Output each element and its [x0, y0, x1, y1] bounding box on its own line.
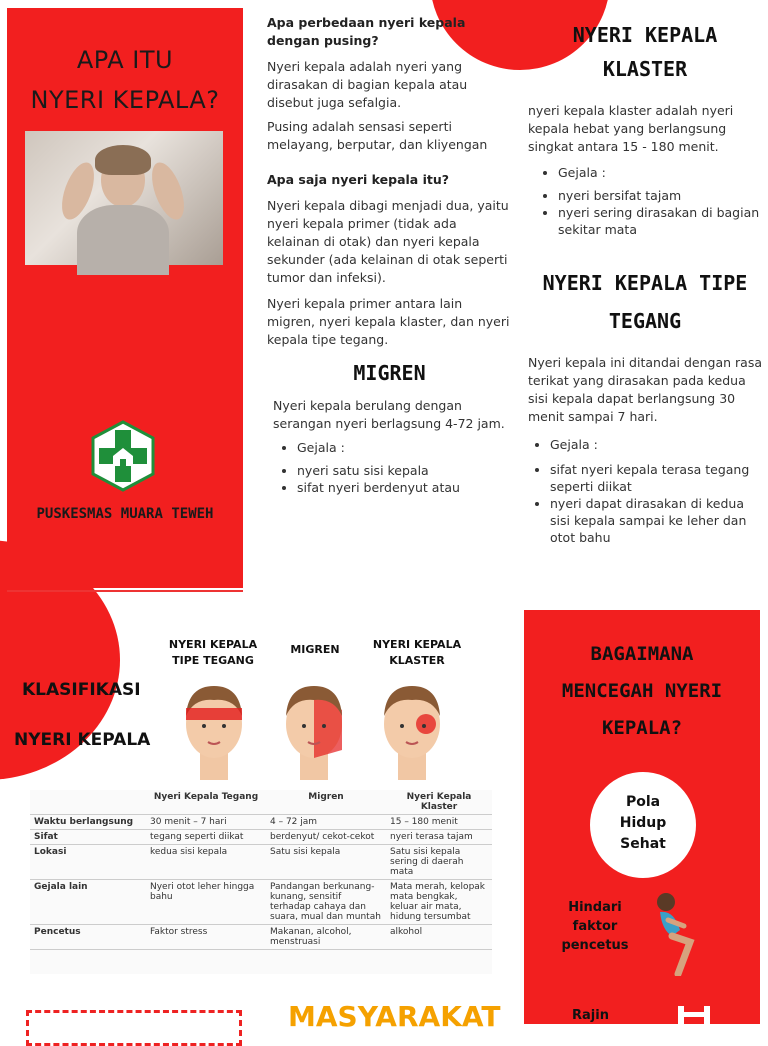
prevention-title: [524, 636, 760, 747]
table-cell: tegang seperti diikat: [146, 830, 266, 845]
cover-title-line2: NYERI KEPALA?: [30, 86, 220, 114]
tegang-heading-line1: NYERI KEPALA TIPE: [542, 271, 748, 295]
tegang-bullets: [528, 436, 762, 546]
cover-title-line1: APA ITU: [76, 46, 174, 74]
list-item: • sifat nyeri berdenyut atau: [297, 479, 512, 496]
klasifikasi-line1: KLASIFIKASI: [22, 680, 141, 700]
klaster-heading: [528, 18, 762, 86]
list-item: • Gejala :: [297, 439, 512, 456]
masyarakat-heading: MASYARAKAT: [288, 1000, 501, 1033]
klaster-text: nyeri kepala klaster adalah nyeri kepala hebat yang berlangsung singkat antara 15 - 180 menit.: [528, 103, 734, 154]
stressed-person-icon: [650, 890, 700, 976]
table-row: [30, 880, 492, 925]
tegang-text: Nyeri kepala ini ditandai dengan rasa terikat yang dirasakan pada kedua sisi kepala dapat berlangsung 30 menit sampai 7 hari.: [528, 355, 762, 424]
cover-title: [7, 40, 243, 120]
circle-text-line: Pola: [625, 794, 661, 810]
table-cell: Waktu berlangsung: [30, 815, 146, 830]
face-label-klaster: [362, 637, 472, 669]
avoid-text-line: faktor: [572, 919, 618, 934]
question-2: Apa saja nyeri kepala itu?: [267, 172, 450, 187]
tegang-heading-line2: TEGANG: [608, 309, 682, 333]
classification-table: [30, 790, 492, 950]
table-cell: 15 – 180 menit: [386, 815, 492, 830]
prevention-title-line: KEPALA?: [601, 717, 683, 739]
klaster-heading-line1: NYERI KEPALA: [572, 23, 718, 47]
face-label-line: NYERI KEPALA: [168, 638, 258, 651]
migren-bullets: [267, 439, 512, 496]
table-row: [30, 815, 492, 830]
klaster-bullets: [528, 164, 762, 238]
table-cell: nyeri terasa tajam: [386, 830, 492, 845]
migren-heading: MIGREN: [353, 361, 426, 385]
table-cell: berdenyut/ cekot-cekot: [266, 830, 386, 845]
table-row: [30, 845, 492, 880]
table-header: [30, 790, 146, 815]
table-cell: Nyeri otot leher hingga bahu: [146, 880, 266, 925]
prevention-title-line: BAGAIMANA: [590, 643, 694, 665]
table-row: [30, 925, 492, 950]
table-cell: Makanan, alcohol, menstruasi: [266, 925, 386, 950]
table-header: Nyeri Kepala Tegang: [146, 790, 266, 815]
table-cell: Mata merah, kelopak mata bengkak, keluar air mata, hidung tersumbat: [386, 880, 492, 925]
avoid-text-line: pencetus: [561, 938, 629, 953]
list-item: • nyeri bersifat tajam: [558, 187, 762, 204]
face-klaster-icon: [376, 680, 448, 780]
list-item: • nyeri sering dirasakan di bagian sekitar mata: [558, 204, 762, 238]
face-label-tegang: [164, 637, 262, 669]
migren-text: Nyeri kepala berulang dengan serangan nyeri berlagsung 4-72 jam.: [273, 398, 505, 431]
tegang-heading: [528, 264, 762, 340]
avoid-triggers-text: [558, 898, 632, 955]
table-header-row: [30, 790, 492, 815]
avoid-text-line: Hindari: [568, 900, 622, 915]
list-item: • nyeri satu sisi kepala: [297, 462, 512, 479]
table-cell: Pencetus: [30, 925, 146, 950]
paragraph-pusing: Pusing adalah sensasi seperti melayang, berputar, dan kliyengan: [267, 119, 488, 152]
rajin-text: Rajin: [572, 1008, 609, 1023]
divider: [7, 590, 243, 592]
circle-text-line: Hidup: [619, 815, 667, 831]
dumbbell-icon: [674, 1000, 714, 1024]
info-column: [267, 14, 512, 496]
table-cell: Lokasi: [30, 845, 146, 880]
paragraph-types: Nyeri kepala dibagi menjadi dua, yaitu nyeri kepala primer (tidak ada kelainan di otak) dan nyeri kepala sekunder (ada kelainan di otak seperti tumor dan infeksi).: [267, 198, 509, 285]
list-item: • Gejala :: [550, 436, 762, 453]
klasifikasi-line2: NYERI KEPALA: [14, 730, 151, 750]
prevention-panel: [524, 610, 760, 1024]
face-label-line: TIPE TEGANG: [172, 654, 254, 667]
table-header: Nyeri Kepala Klaster: [386, 790, 492, 815]
table-row: [30, 830, 492, 845]
classification-table-wrapper: [30, 790, 492, 974]
table-cell: Pandangan berkunang-kunang, sensitif terhadap cahaya dan suara, mual dan muntah: [266, 880, 386, 925]
paragraph-primary: Nyeri kepala primer antara lain migren, nyeri kepala klaster, dan nyeri kepala tipe tegang.: [267, 296, 510, 347]
table-cell: Faktor stress: [146, 925, 266, 950]
face-migren-icon: [278, 680, 350, 780]
list-item: • sifat nyeri kepala terasa tegang seperti diikat: [550, 461, 762, 495]
info-column-right: [528, 18, 762, 546]
list-item: • Gejala :: [558, 164, 762, 181]
table-cell: 30 menit – 7 hari: [146, 815, 266, 830]
table-cell: Satu sisi kepala sering di daerah mata: [386, 845, 492, 880]
table-header: Migren: [266, 790, 386, 815]
table-cell: Satu sisi kepala: [266, 845, 386, 880]
question-1: Apa perbedaan nyeri kepala dengan pusing?: [267, 15, 466, 48]
klaster-heading-line2: KLASTER: [602, 57, 688, 81]
circle-text-line: Sehat: [620, 836, 666, 852]
prevention-title-line: MENCEGAH NYERI: [561, 680, 723, 702]
healthy-lifestyle-circle: [590, 772, 696, 878]
organization-name: PUSKESMAS MUARA TEWEH: [36, 506, 214, 522]
dashed-box: [26, 1010, 242, 1046]
table-cell: Sifat: [30, 830, 146, 845]
list-item: • nyeri dapat dirasakan di kedua sisi kepala sampai ke leher dan otot bahu: [550, 495, 762, 546]
table-cell: Gejala lain: [30, 880, 146, 925]
puskesmas-logo-icon: [91, 420, 155, 492]
face-tegang-icon: [178, 680, 250, 780]
table-cell: 4 – 72 jam: [266, 815, 386, 830]
face-label-line: KLASTER: [389, 654, 445, 667]
face-label-line: NYERI KEPALA: [372, 638, 462, 651]
table-cell: kedua sisi kepala: [146, 845, 266, 880]
table-cell: alkohol: [386, 925, 492, 950]
paragraph-definition: Nyeri kepala adalah nyeri yang dirasakan di bagian kepala atau disebut juga sefalgia.: [267, 59, 468, 110]
cover-panel: [7, 8, 243, 588]
headache-photo: [25, 131, 223, 265]
face-label-migren: MIGREN: [290, 643, 340, 656]
